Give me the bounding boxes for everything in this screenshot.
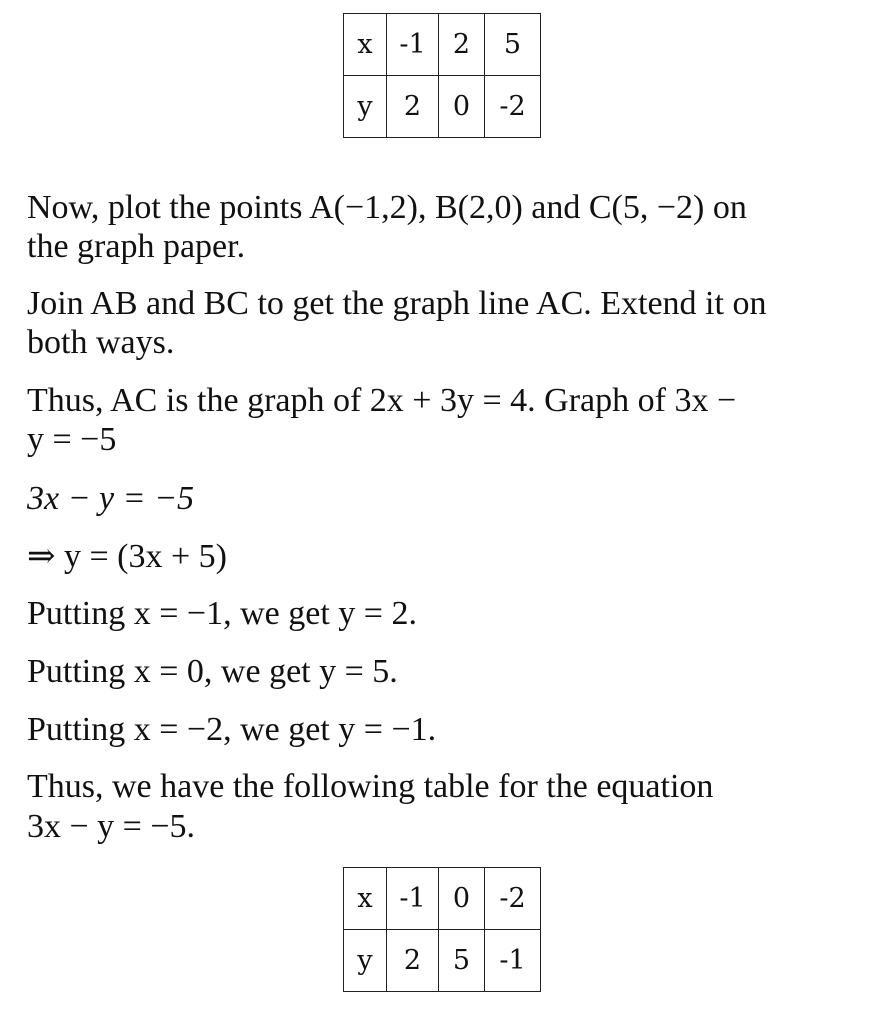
equation-line: 3x − y = −5 (27, 480, 195, 517)
table-cell: 2 (439, 14, 485, 76)
join-line-1: Join AB and BC to get the graph line AC. Extend it on (27, 285, 767, 322)
table-row-x (344, 14, 541, 76)
table-intro-line-1: Thus, we have the following table for the equation (27, 768, 714, 805)
graph-statement-line-2: y = −5 (27, 421, 117, 458)
table-cell: -2 (485, 868, 541, 930)
values-table-1 (343, 13, 541, 138)
table-cell: 0 (439, 76, 485, 138)
putting-line-1: Putting x = −1, we get y = 2. (27, 595, 417, 632)
table-header-y: y (344, 76, 387, 138)
table-cell: -1 (387, 868, 439, 930)
join-line-2: both ways. (27, 324, 175, 361)
table-cell: 0 (439, 868, 485, 930)
graph-statement-line-1: Thus, AC is the graph of 2x + 3y = 4. Graph of 3x − (27, 382, 737, 419)
table-cell: 5 (439, 930, 485, 992)
table-header-x: x (344, 14, 387, 76)
plot-points-line-1: Now, plot the points A(−1,2), B(2,0) and C(5, −2) on (27, 189, 747, 226)
values-table-2 (343, 867, 541, 992)
table-intro-line-2: 3x − y = −5. (27, 808, 196, 845)
table-cell: 2 (387, 930, 439, 992)
plot-points-line-2: the graph paper. (27, 228, 246, 265)
table-row-y (344, 930, 541, 992)
table-cell: -1 (387, 14, 439, 76)
table-row-x (344, 868, 541, 930)
table-cell: 5 (485, 14, 541, 76)
table-cell: -1 (485, 930, 541, 992)
table-header-y: y (344, 930, 387, 992)
putting-line-2: Putting x = 0, we get y = 5. (27, 653, 398, 690)
rearranged-equation: ⇒ y = (3x + 5) (27, 538, 227, 575)
table-header-x: x (344, 868, 387, 930)
putting-line-3: Putting x = −2, we get y = −1. (27, 711, 437, 748)
table-cell: -2 (485, 76, 541, 138)
table-row-y (344, 76, 541, 138)
table-cell: 2 (387, 76, 439, 138)
